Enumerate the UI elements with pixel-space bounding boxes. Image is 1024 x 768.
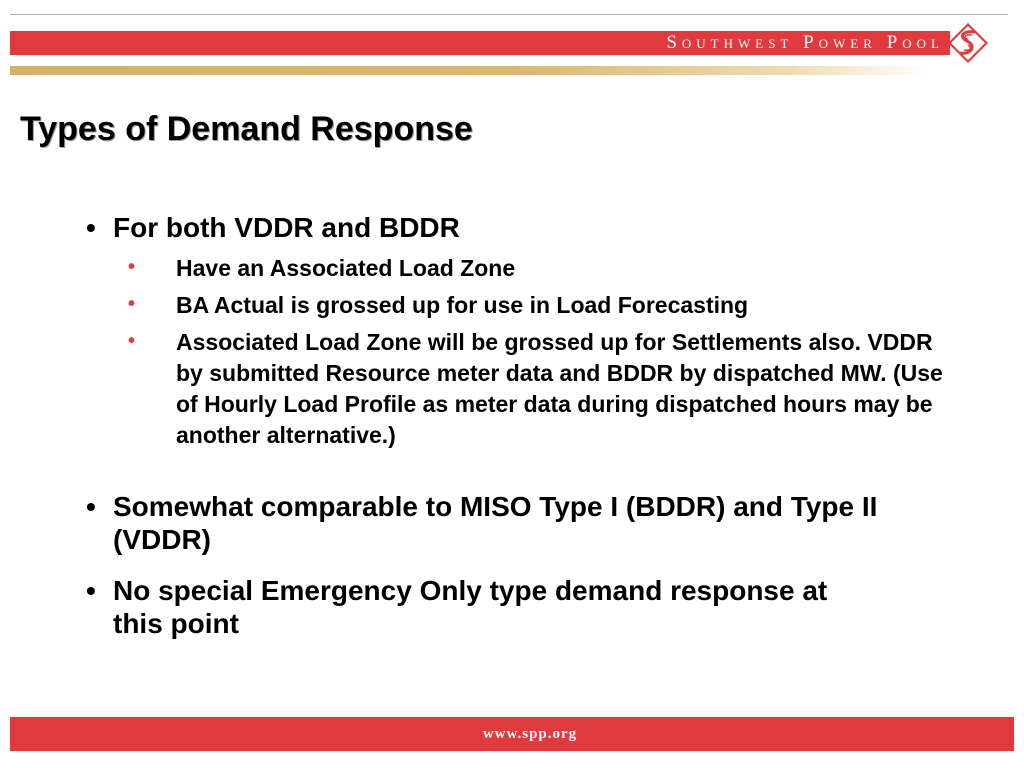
brand-stripe (10, 66, 930, 75)
bullet-dot: • (86, 575, 96, 606)
bullet-dot: • (86, 491, 96, 522)
bullet-dot: • (86, 212, 96, 243)
brand-bar (10, 31, 950, 55)
top-rule (10, 14, 1008, 15)
bullet-text: Somewhat comparable to MISO Type I (BDDR) and Type II (VDDR) (113, 491, 878, 555)
footer-bar (10, 717, 1014, 751)
sub-bullet-text: BA Actual is grossed up for use in Load Forecasting (176, 292, 749, 318)
footer-url: www.spp.org (482, 726, 578, 742)
sub-bullet-text: Have an Associated Load Zone (176, 255, 516, 281)
sub-bullet-dot: • (128, 330, 136, 352)
spp-logo-icon (947, 22, 989, 64)
sub-bullet-dot: • (128, 293, 136, 315)
brand-name: Southwest Power Pool (666, 32, 944, 53)
bullet-text: No special Emergency Only type demand response at this point (113, 575, 828, 639)
bullet-text: For both VDDR and BDDR (113, 212, 460, 243)
sub-bullet-dot: • (128, 256, 136, 278)
slide-title: Types of Demand Response (20, 110, 473, 148)
sub-bullet-text: Associated Load Zone will be grossed up for Settlements also. VDDR by submitted Resource meter data and BDDR by dispatched MW. (Use of Hourly Load Profile as meter data during dispatched hours may be another alternative.) (176, 329, 943, 448)
